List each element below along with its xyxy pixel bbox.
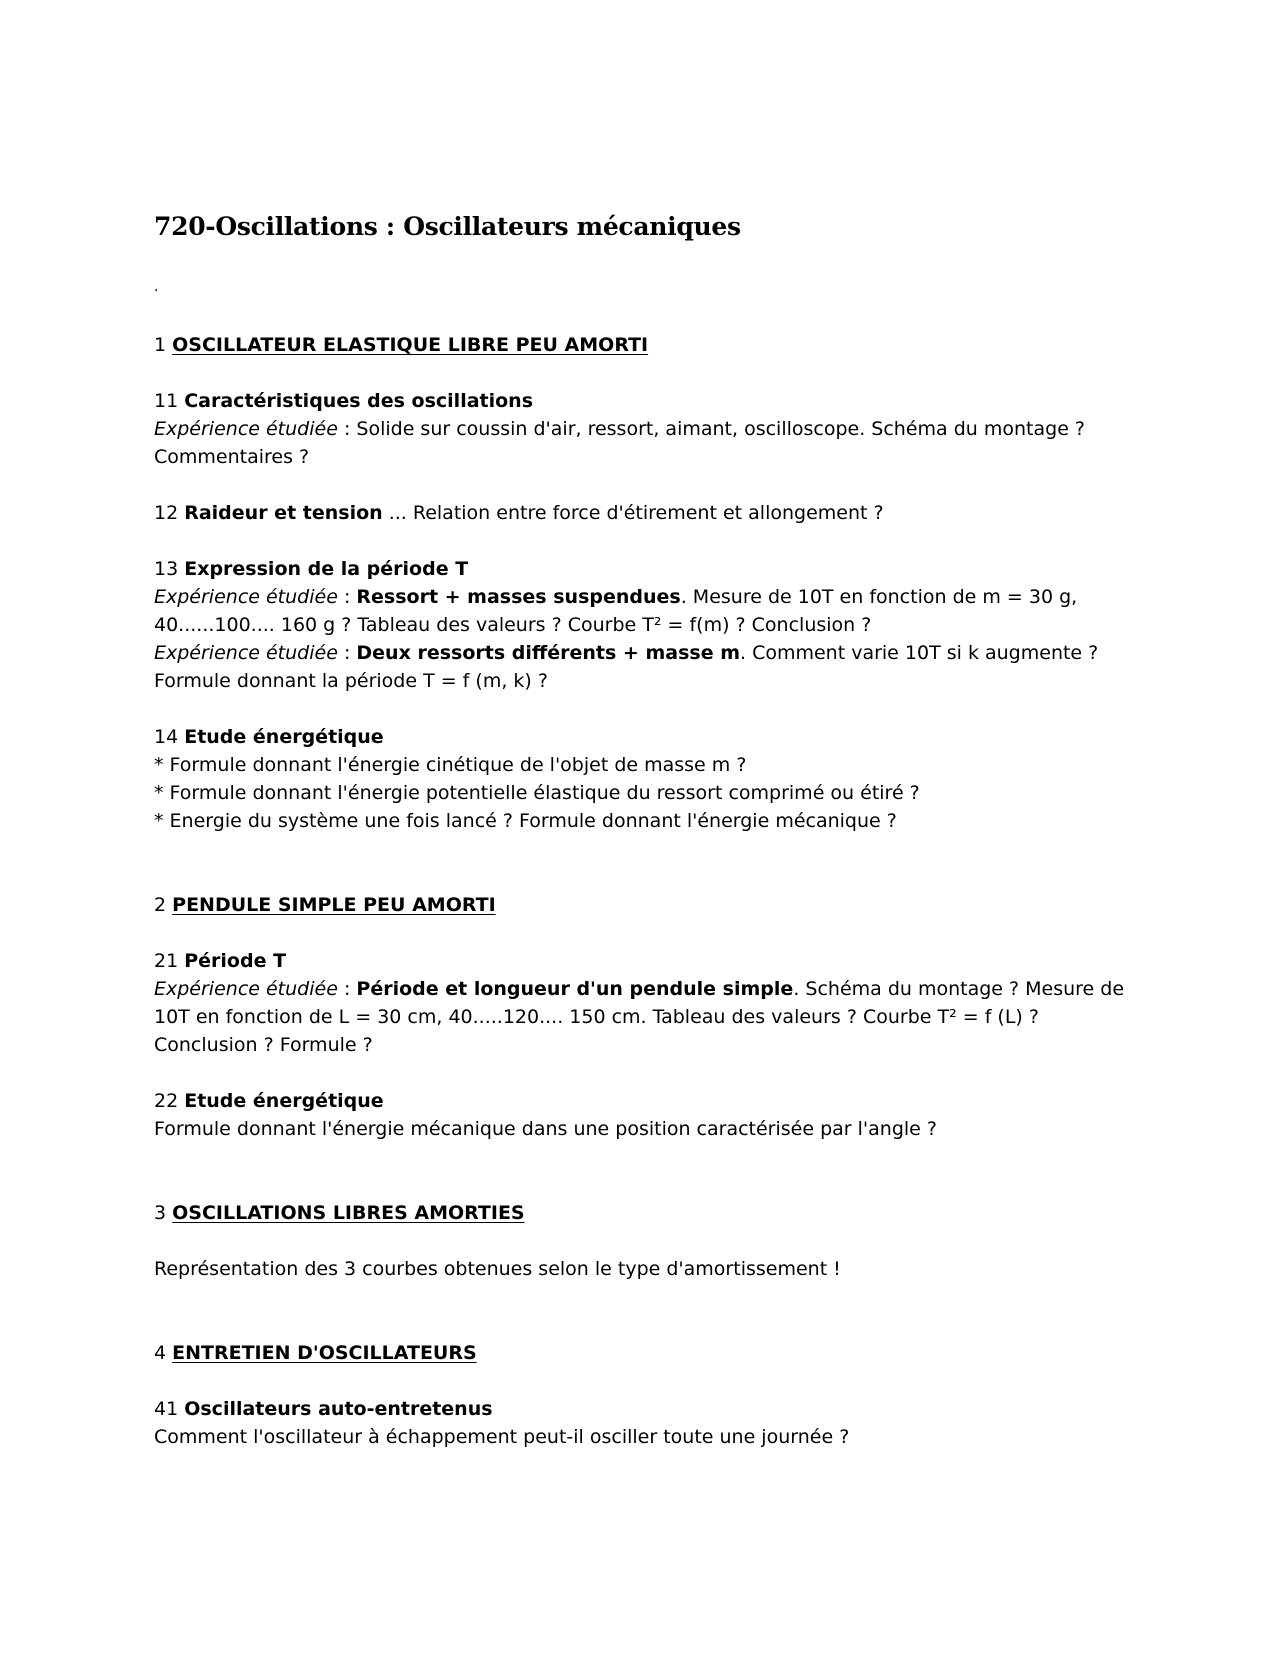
subsection-title: Période T: [184, 950, 287, 972]
text-run: : Solide sur coussin d'air, ressort, aimant, oscilloscope. Schéma du montage ?: [337, 418, 1086, 440]
section-3-heading: [154, 1200, 525, 1226]
paragraph-line: Conclusion ? Formule ?: [154, 1034, 373, 1056]
section-number: 2: [154, 894, 173, 916]
paragraph-line: [154, 640, 1098, 666]
page-title: 720-Oscillations : Oscillateurs mécaniques: [154, 212, 741, 241]
experience-label: Expérience étudiée: [154, 642, 338, 664]
bold-run: Période et longueur d'un pendule simple: [356, 978, 794, 1000]
section-1-heading: [154, 332, 648, 358]
section-number: 1: [154, 334, 173, 356]
text-run: :: [337, 978, 357, 1000]
paragraph-line: Formule donnant la période T = f (m, k) ?: [154, 670, 548, 692]
paragraph-line: 40......100.... 160 g ? Tableau des valeurs ? Courbe T² = f(m) ? Conclusion ?: [154, 614, 872, 636]
bullet-item: * Formule donnant l'énergie potentielle élastique du ressort comprimé ou étiré ?: [154, 782, 920, 804]
bullet-item: * Formule donnant l'énergie cinétique de l'objet de masse m ?: [154, 754, 747, 776]
subsection-12-heading: [154, 500, 884, 526]
paragraph-line: Formule donnant l'énergie mécanique dans une position caractérisée par l'angle ?: [154, 1118, 937, 1140]
subsection-14-heading: [154, 724, 384, 750]
paragraph-line: 10T en fonction de L = 30 cm, 40.....120.... 150 cm. Tableau des valeurs ? Courbe T² = f (L) ?: [154, 1006, 1039, 1028]
subsection-title: Etude énergétique: [184, 726, 384, 748]
subsection-number: 41: [154, 1398, 185, 1420]
experience-label: Expérience étudiée: [154, 418, 338, 440]
subsection-number: 12: [154, 502, 185, 524]
experience-label: Expérience étudiée: [154, 978, 338, 1000]
section-title: OSCILLATIONS LIBRES AMORTIES: [172, 1202, 525, 1224]
bold-run: Ressort + masses suspendues: [356, 586, 681, 608]
subsection-11-heading: [154, 388, 533, 414]
subsection-title: Etude énergétique: [184, 1090, 384, 1112]
subsection-41-heading: [154, 1396, 493, 1422]
text-run: :: [337, 642, 357, 664]
section-number: 4: [154, 1342, 173, 1364]
subsection-number: 14: [154, 726, 185, 748]
section-4-heading: [154, 1340, 477, 1366]
subsection-number: 11: [154, 390, 185, 412]
section-title: ENTRETIEN D'OSCILLATEURS: [172, 1342, 477, 1364]
subsection-title: Expression de la période T: [184, 558, 469, 580]
paragraph-line: [154, 416, 1085, 442]
paragraph-line: Représentation des 3 courbes obtenues selon le type d'amortissement !: [154, 1258, 841, 1280]
subsection-number: 13: [154, 558, 185, 580]
paragraph-line: [154, 976, 1124, 1002]
bullet-item: * Energie du système une fois lancé ? Formule donnant l'énergie mécanique ?: [154, 810, 897, 832]
subsection-number: 22: [154, 1090, 185, 1112]
experience-label: Expérience étudiée: [154, 586, 338, 608]
section-title: OSCILLATEUR ELASTIQUE LIBRE PEU AMORTI: [172, 334, 649, 356]
subsection-22-heading: [154, 1088, 384, 1114]
text-run: ... Relation entre force d'étirement et allongement ?: [382, 502, 884, 524]
subsection-number: 21: [154, 950, 185, 972]
subsection-title: Oscillateurs auto-entretenus: [184, 1398, 493, 1420]
section-2-heading: [154, 892, 496, 918]
section-title: PENDULE SIMPLE PEU AMORTI: [172, 894, 496, 916]
paragraph-line: Comment l'oscillateur à échappement peut-il osciller toute une journée ?: [154, 1426, 850, 1448]
subsection-21-heading: [154, 948, 286, 974]
text-run: . Mesure de 10T en fonction de m = 30 g,: [680, 586, 1078, 608]
text-run: . Comment varie 10T si k augmente ?: [740, 642, 1099, 664]
subsection-title: Caractéristiques des oscillations: [184, 390, 534, 412]
subsection-title: Raideur et tension: [184, 502, 383, 524]
text-run: :: [337, 586, 357, 608]
bold-run: Deux ressorts différents + masse m: [356, 642, 740, 664]
paragraph-line: Commentaires ?: [154, 446, 310, 468]
section-number: 3: [154, 1202, 173, 1224]
subsection-13-heading: [154, 556, 468, 582]
text-run: . Schéma du montage ? Mesure de: [793, 978, 1125, 1000]
paragraph-line: [154, 584, 1077, 610]
stray-dot: .: [154, 278, 159, 295]
